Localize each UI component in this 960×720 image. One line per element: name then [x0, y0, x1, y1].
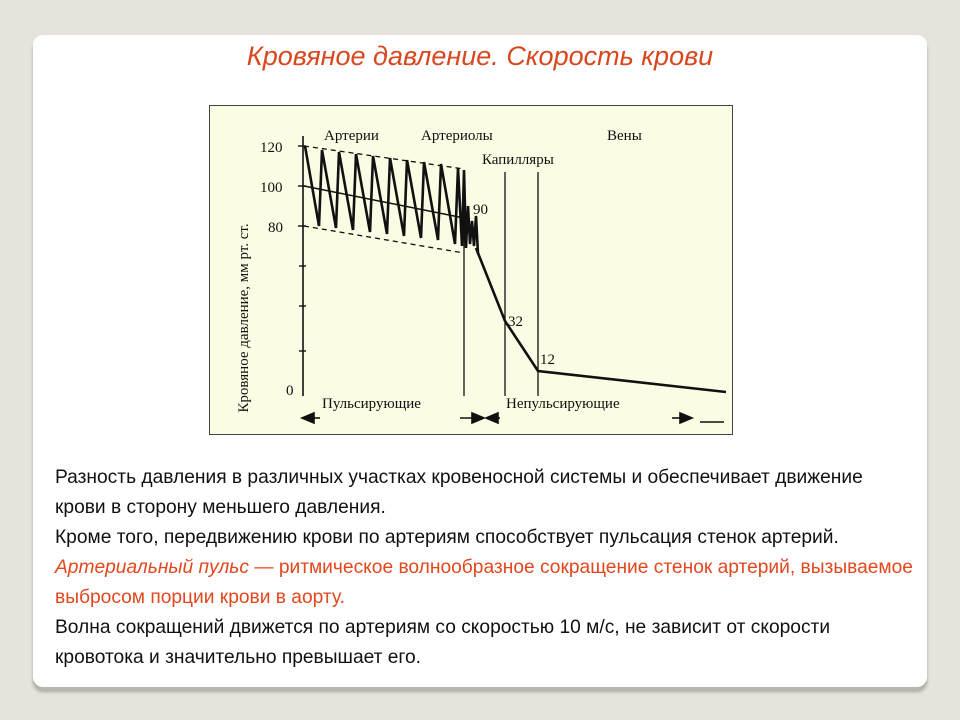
section-label-veins: Вены [607, 128, 642, 144]
section-label-arterioles: Артериолы [421, 128, 493, 144]
value-label-12: 12 [540, 352, 555, 368]
y-tick-label: 120 [260, 140, 283, 156]
non-pulsating-label: Непульсирующие [506, 396, 620, 412]
pulsating-label: Пульсирующие [322, 396, 421, 412]
section-label-capillaries: Капилляры [482, 152, 554, 168]
pressure-chart [210, 106, 732, 434]
arterial-pulse-definition: — ритмическое волнообразное сокращение стенок артерий, вызываемое выбросом порции крови в аорту. [55, 557, 913, 608]
slide [33, 35, 927, 687]
y-ticks [298, 146, 306, 351]
y-tick-label: 100 [260, 180, 283, 196]
section-label-arteries: Артерии [324, 128, 379, 144]
pulsating-pressure-curve [305, 146, 478, 254]
y-axis-label: Кровяное давление, мм рт. ст. [236, 223, 252, 413]
slide-title: Кровяное давление. Скорость крови [246, 41, 714, 71]
value-label-90: 90 [473, 202, 488, 218]
slide-body-text [55, 463, 915, 673]
paragraph-arterial-pulse [55, 523, 915, 613]
pulse-intro-text: Кроме того, передвижению крови по артериям способствует пульсация стенок артерий. [55, 527, 839, 548]
blood-pressure-figure [209, 105, 733, 435]
paragraph-pressure-difference: Разность давления в различных участках кровеносной системы и обеспечивает движение крови в сторону меньшего давления. [55, 467, 863, 518]
arterial-pulse-term: Артериальный пульс [55, 557, 249, 578]
value-label-32: 32 [508, 314, 523, 330]
y-tick-label: 80 [268, 220, 283, 236]
paragraph-wave-speed: Волна сокращений движется по артериям со скоростью 10 м/с, не зависит от скорости кровотока и значительно превышает его. [55, 617, 831, 668]
bottom-arrows [302, 413, 724, 423]
y-tick-label: 0 [286, 383, 294, 399]
